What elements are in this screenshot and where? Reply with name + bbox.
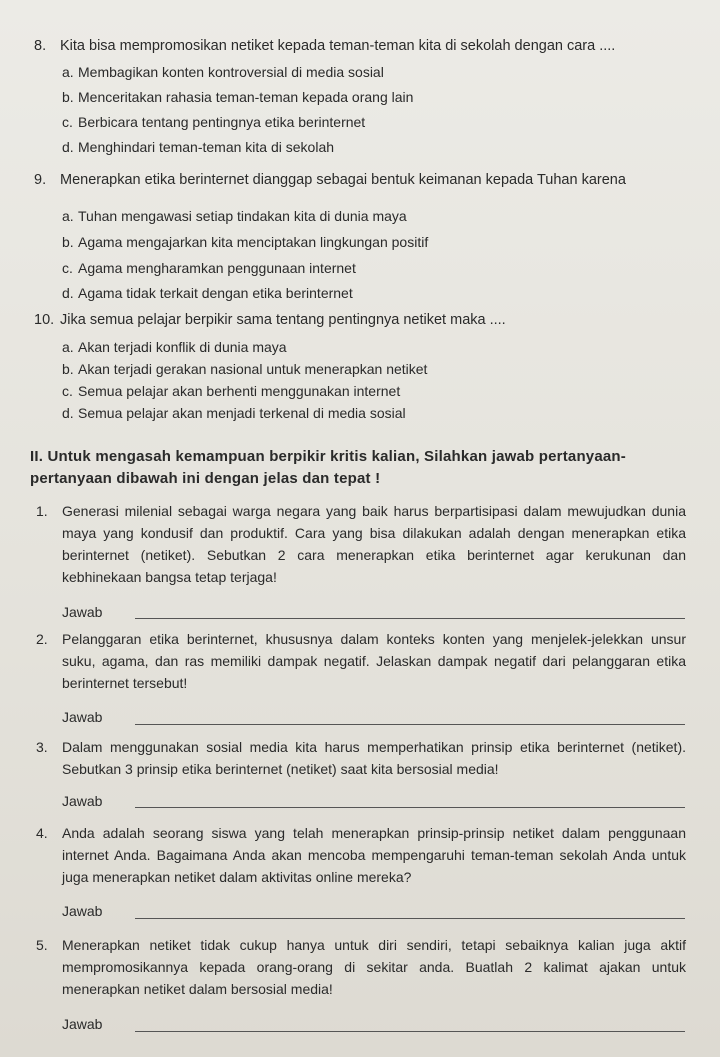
option-8c: c. Berbicara tentang pentingnya etika berinternet — [62, 114, 366, 130]
question-number: 5. — [36, 937, 48, 953]
question-number: 4. — [36, 825, 48, 841]
answer-label-1: Jawab — [62, 604, 103, 620]
answer-label-3: Jawab — [62, 793, 103, 809]
question-number: 1. — [36, 503, 48, 519]
option-8b: b. Menceritakan rahasia teman-teman kepada orang lain — [62, 89, 414, 105]
option-10a: a. Akan terjadi konflik di dunia maya — [62, 339, 287, 355]
option-10d: d. Semua pelajar akan menjadi terkenal di media sosial — [62, 405, 406, 421]
question-text: Menerapkan etika berinternet dianggap sebagai bentuk keimanan kepada Tuhan karena — [60, 172, 626, 188]
question-number: 3. — [36, 739, 48, 755]
question-9 — [34, 170, 626, 190]
essay-question-2 — [36, 628, 686, 694]
question-text: Menerapkan netiket tidak cukup hanya untuk diri sendiri, tetapi sebaiknya kalian juga aktif mempromosikannya kepada orang-orang di sekitar anda. Buatlah 2 kalimat ajakan untuk menerapkan netiket dalam bersosial media! — [62, 937, 686, 997]
option-9d: d. Agama tidak terkait dengan etika berinternet — [62, 285, 353, 301]
option-10c: c. Semua pelajar akan berhenti menggunakan internet — [62, 383, 401, 399]
essay-question-5 — [36, 934, 686, 1000]
option-9a: a. Tuhan mengawasi setiap tindakan kita di dunia maya — [62, 208, 407, 224]
answer-label-2: Jawab — [62, 709, 103, 725]
option-10b: b. Akan terjadi gerakan nasional untuk menerapkan netiket — [62, 361, 428, 377]
option-8d: d. Menghindari teman-teman kita di sekolah — [62, 139, 335, 155]
question-10 — [34, 310, 506, 330]
answer-line-2[interactable] — [135, 724, 685, 725]
question-number: 9. — [34, 172, 47, 188]
answer-line-3[interactable] — [135, 807, 685, 808]
answer-line-1[interactable] — [135, 618, 685, 619]
essay-question-3 — [36, 736, 686, 780]
essay-question-4 — [36, 822, 686, 888]
section-2-heading: II. Untuk mengasah kemampuan berpikir kritis kalian, Silahkan jawab pertanyaan-pertanyaan dibawah ini dengan jelas dan tepat ! — [30, 448, 626, 487]
question-text: Generasi milenial sebagai warga negara yang baik harus berpartisipasi dalam mewujudkan dunia maya yang kondusif dan produktif. Cara yang bisa dilakukan adalah dengan menerapkan etika berinternet (netiket). Sebutkan 2 cara menerapkan etika berinternet agar kerukunan dan kebhinekaan bangsa tetap terjaga! — [62, 503, 686, 585]
question-8 — [34, 36, 615, 56]
essay-question-1 — [36, 500, 686, 588]
answer-label-5: Jawab — [62, 1016, 103, 1032]
question-number: 8. — [34, 38, 47, 54]
question-text: Jika semua pelajar berpikir sama tentang pentingnya netiket maka .... — [60, 312, 506, 328]
question-number: 10. — [34, 312, 55, 328]
question-text: Kita bisa mempromosikan netiket kepada teman-teman kita di sekolah dengan cara .... — [60, 38, 616, 54]
option-8a: a. Membagikan konten kontroversial di media sosial — [62, 64, 384, 80]
question-text: Anda adalah seorang siswa yang telah menerapkan prinsip-prinsip netiket dalam penggunaan internet Anda. Bagaimana Anda akan mencoba mempengaruhi teman-teman sekolah Anda untuk juga menerapkan netiket dalam aktivitas online mereka? — [62, 825, 686, 885]
question-text: Dalam menggunakan sosial media kita harus memperhatikan prinsip etika berinternet (netiket). Sebutkan 3 prinsip etika berinternet (netiket) saat kita bersosial media! — [62, 739, 686, 777]
answer-label-4: Jawab — [62, 903, 103, 919]
question-number: 2. — [36, 631, 48, 647]
answer-line-5[interactable] — [135, 1031, 685, 1032]
answer-line-4[interactable] — [135, 918, 685, 919]
question-text: Pelanggaran etika berinternet, khususnya dalam konteks konten yang menjelek-jelekkan unsur suku, agama, dan ras memiliki dampak negatif. Jelaskan dampak negatif dari pelanggaran etika berinternet tersebut! — [62, 631, 686, 691]
option-9c: c. Agama mengharamkan penggunaan internet — [62, 260, 356, 276]
option-9b: b. Agama mengajarkan kita menciptakan lingkungan positif — [62, 234, 429, 250]
